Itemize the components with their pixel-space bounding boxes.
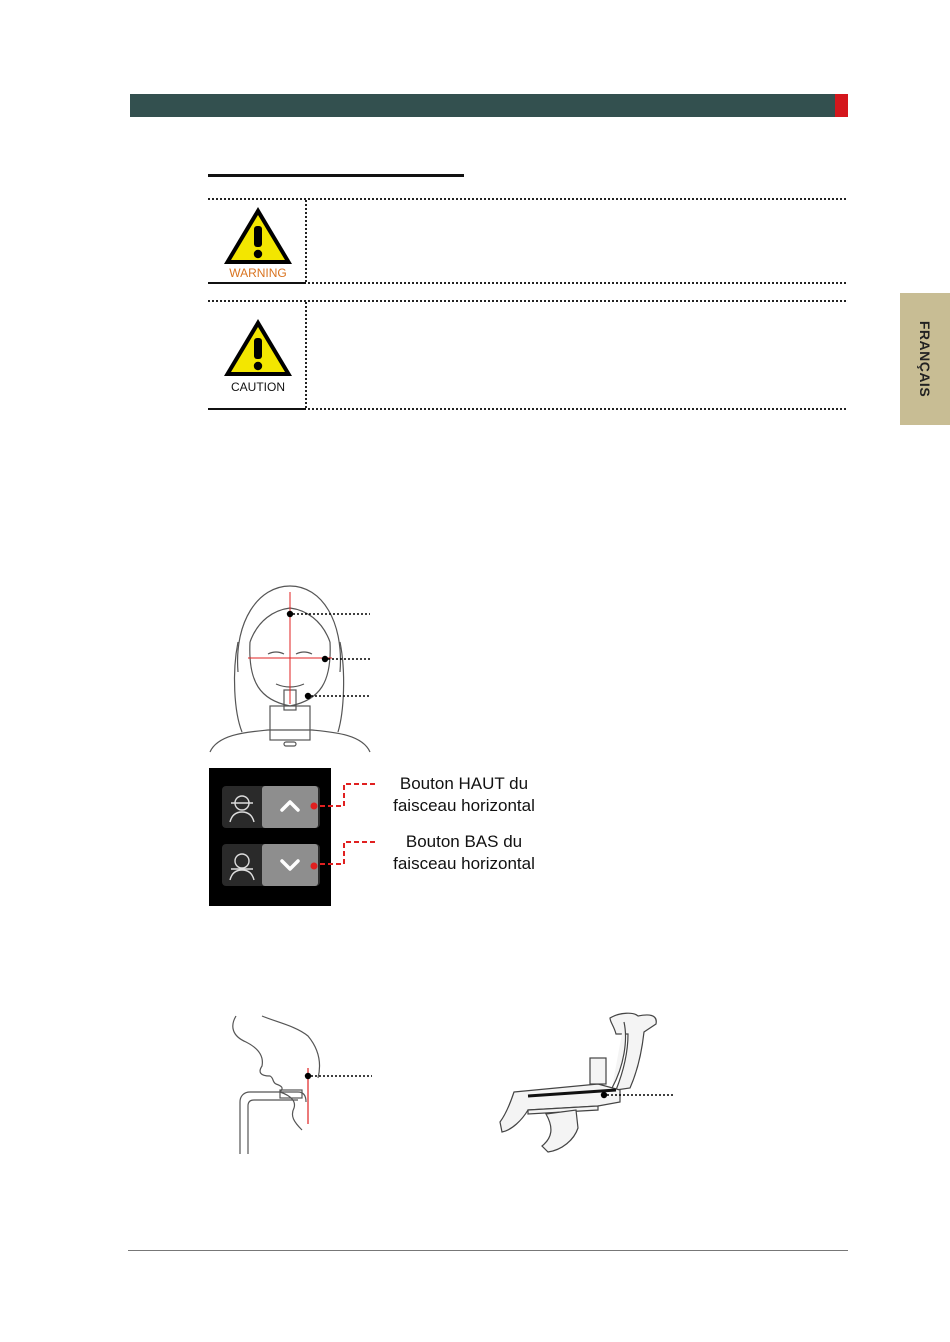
beam-up-callout-line2: faisceau horizontal [393,796,535,815]
bite-block-illustration [498,1010,678,1155]
header-accent [835,94,848,117]
warning-box [208,198,846,284]
beam-control-panel [209,768,331,906]
language-tab [900,293,950,425]
beam-down-button[interactable] [262,844,318,886]
language-tab-label: FRANÇAIS [917,320,933,398]
header-bar [130,94,848,117]
beam-down-callout [380,831,548,875]
face-profile-illustration [222,1012,382,1157]
beam-up-callout-line1: Bouton HAUT du [399,774,529,793]
beam-up-face-icon [225,790,259,824]
footer-rule [128,1250,848,1251]
caution-box [208,300,846,410]
chevron-up-icon [262,786,318,828]
beam-up-callout [380,773,548,817]
warning-triangle-icon [220,204,296,271]
section-title-rule [208,174,464,177]
caution-label: CAUTION [231,380,285,394]
beam-down-callout-line2: faisceau horizontal [393,854,535,873]
caution-triangle-icon [220,316,296,383]
callout-connectors [318,778,380,870]
chevron-down-icon [262,844,318,886]
beam-down-callout-line1: Bouton BAS du [405,832,523,851]
beam-up-button[interactable] [262,786,318,828]
face-front-illustration [208,582,383,754]
beam-down-face-icon [225,848,259,882]
warning-label: WARNING [229,266,287,280]
